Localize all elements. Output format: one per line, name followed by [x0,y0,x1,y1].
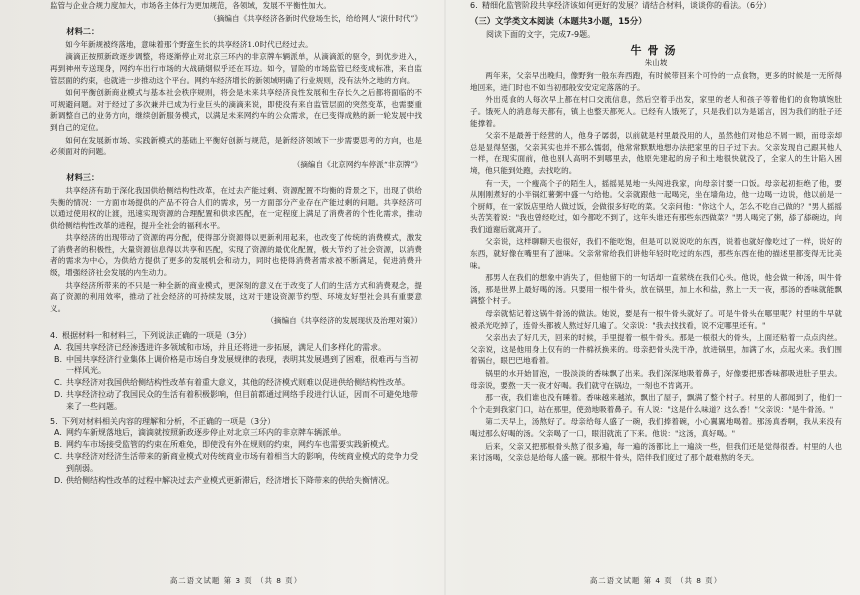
question-stem: 精细化监管阶段共享经济该如何更好的发展？请结合材料，谈谈你的看法。（6分） [482,1,772,10]
option-a[interactable] [50,427,422,439]
option-d[interactable] [50,475,422,487]
question-stem: 下列对材料相关内容的理解和分析，不正确的一项是（3分） [62,416,276,426]
story-paragraph: 外出觅食的人每次早上都在村口交流信息，然后空着手出发，家里的老人和孩子等着他们的食物填饱肚子。饿死人的消息每天都有，镇上也整天都死人。已经有人饿死了，只是我们以为是谣言，因为我们的肚子还能撑着。 [470,95,842,128]
option-c[interactable] [50,377,422,389]
material-heading: 材料二： [66,26,100,37]
source-line: （摘编自《北京网约车停派“非京牌”》 [292,159,422,169]
question-number: 5. [50,416,58,426]
story-paragraph: 那一夜，我们谁也没有睡着。香味越来越浓，飘出了屋子，飘满了整个村子。村里的人都闻到了，他们一个个走到我家门口，站在那里，使劲地吸着鼻子。有人说："这是什么味道？这么香！"父亲说："是牛骨汤。" [470,393,842,414]
story-title: 牛骨汤 [630,43,682,57]
option-letter: C. [54,452,63,461]
story-paragraph: 锅里的水开始冒泡，一股淡淡的香味飘了出来。我们深深地吸着鼻子，好像要把那香味都吸进肚子里去。母亲说，要熬一天一夜才好喝。我们就守在锅边，一刻也不肯离开。 [470,369,842,390]
material-heading: 材料三： [66,172,100,183]
option-text: 共享经济对经济生活带来的新商业模式对传统商业市场有着相当大的影响，传统商业模式的竞争力受到削弱。 [66,452,418,473]
option-a[interactable] [50,342,422,354]
story-paragraph: 有一天，一个瘦高个子的陌生人，摇摇晃晃地一头闯进我家，向母亲讨要一口饭。母亲起初拒绝了他，要从刚刚煮好的小半锅红薯粥中盛一勺给他。父亲就跟他一起喝完，坐在墙角边，他一边喝一边说，他以前是一个厨师，在一家饭店里给人做过饭，会做很多好吃的菜。父亲问他："你这个人，怎么不吃自己做的？"男人摇摇头苦笑着说："我也曾经吃过，如今都吃不到了，这年头谁还有那些东西做菜？"男人喝完了粥，舔了舔碗边，向我们道谢后就离开了。 [470,178,842,234]
question-6 [470,0,842,12]
story-paragraph: 两年来，父亲早出晚归，像野狗一般东奔西跑，有时候带回来个可怜的一点食物，更多的时候是一无所得地回来，进门时也不如当初那般安安定定落落的子。 [470,71,842,92]
paragraph: 如何在发展新市场、实践新模式的基础上平衡好创新与规范，是新经济领域下一步需要思考的方向，也是必须面对的问题。 [50,135,422,157]
option-letter: B. [54,440,63,450]
source-line: （摘编自《共享经济各新时代登场生长，给给网人“滚什时代”》 [209,13,422,23]
option-b[interactable] [50,354,422,378]
question-number: 6. [470,1,478,10]
source-line: （摘编自《共享经济的发展现状及治理对策》） [266,316,422,326]
story-paragraph: 母亲就惦记着这锅牛骨汤的做法。她说，要是有一根牛骨头就好了。可是牛骨头在哪里呢？村里的牛早就被杀光吃掉了，连骨头都被人熬过好几遍了。父亲说："我去找找看，说不定哪里还有。" [470,309,842,330]
page-footer: 高二语文试题 第 4 页 （共 8 页） [589,576,723,586]
option-b[interactable] [50,439,422,451]
right-page [470,0,842,595]
story-paragraph: 父亲出去了好几天，回来的时候，手里提着一根牛骨头。那是一根很大的骨头，上面还粘着一点点肉丝。父亲说，这是他用身上仅有的一件棉袄换来的。母亲把骨头洗干净，放进锅里，加满了水，点起火来。我们围着锅台，眼巴巴地看着。 [470,333,842,366]
option-letter: A. [54,342,62,352]
story-paragraph: 第二天早上，汤熬好了。母亲给每人盛了一碗，我们捧着碗，小心翼翼地喝着。那汤真香啊，我从来没有喝过那么好喝的汤。父亲喝了一口，眼泪就流了下来。他说："这汤，真好喝。" [470,417,842,438]
top-line: 监管与企业合规力度加大，市场各主体行为更加规范，各领域，发展不平衡性加大。 [50,1,331,10]
option-d[interactable] [50,389,422,413]
option-text: 共享经济对我国供给侧结构性改革有着重大意义，其他的经济模式则难以促进供给侧结构性改革。 [66,378,410,388]
paragraph: 滴滴正按照新政逐步调整，将逐渐停止对北京三环内的非京牌车辆派单，从滴滴派的驱令，到优步进入，再到神州专送现身，网约车出行市场的大战硝烟似乎还在耳边。如今，冒险的市场监管已经变成标准，来自监管层面的约束，也就进一步推动这个平台。网约车经济增长的新领域明确了行业规则，没有法外之地的方向。 [50,52,422,85]
option-letter: D. [54,475,63,485]
paragraph: 如今年新规被终落地，意味着那个野蛮生长的共享经济1.0时代已经过去。 [65,39,313,49]
paragraph: 共享经济的出现带动了资源的再分配，使得部分资源得以更新利用起来，也改变了传统的消费模式，激发了消费者的积极性，大量资源信息得以共享和匹配，实现了资源的最优化配置，极大节约了社会资源，以消费者的需求为中心，为供给方提供了更多的发展机会和动力，同时也使得消费者需求被不断满足，促进消费升级，增强经济社会发展的内生动力。 [50,233,422,278]
question-4 [50,330,422,342]
option-letter: B. [54,354,63,364]
option-c[interactable] [50,451,422,475]
story-paragraph: 后来，父亲又把那根骨头熬了很多遍，每一遍的汤都比上一遍淡一些，但我们还是觉得很香。村里的人也来讨汤喝，父亲总是给每人盛一碗。那根牛骨头，陪伴我们度过了那个最难熬的冬天。 [470,441,842,463]
story-paragraph: 那男人在我们的想象中消失了，但他留下的一句话却一直萦绕在我们心头。他说，他会做一种汤，叫牛骨汤，那是世界上最好喝的汤。只要用一根牛骨头，放在锅里，加上水和盐，熬上一天一夜，那汤的香味就能飘满整个村子。 [470,273,842,306]
page-footer: 高二语文试题 第 3 页 （共 8 页） [169,576,303,586]
option-text: 供给侧结构性改革的过程中解决过去产业模式更新滞后，经济增长下降带来的供给失衡情况。 [66,475,394,485]
option-text: 中国共享经济行业集体上调价格是市场自身发展规律的表现，表明其发展遇到了困难，很难再与当初一样风光。 [66,354,418,376]
question-stem: 根据材料一和材料三，下列说法正确的一项是（3分） [62,331,252,341]
question-number: 4. [50,331,58,341]
option-text: 我国共享经济已经渗透进许多领域和市场，并且还将进一步拓展，满足人们多样化的需求。 [66,342,386,352]
story-author: 朱山坡 [644,57,668,67]
question-5 [50,416,422,428]
option-letter: D. [54,390,63,400]
story-paragraph: 父亲说，这样聊聊天也很好，我们不能吃饱，但是可以说说吃的东西，说着也就好像吃过了一样，说好的东西，就好像在嘴里有了滋味。父亲常常给我们讲他年轻时吃过的东西，那些东西在他的描述里都变得无比美味。 [470,237,842,270]
left-page [50,0,422,595]
paragraph: 如何平衡创新商业模式与基本社会秩序规则，将会是未来共享经济良性发展和生存长久之后都将面临的不可规避问题。对于经过了多次兼并已成为行业巨头的滴滴来说，即使没有来自监管层面的突然变革，也需要重新调整自己的业务方向，继续创新服务模式，以满足未来网约车的公众需求，在已变得成熟的新一轮发展中找到自己的定位。 [50,88,422,132]
option-letter: A. [54,428,62,438]
option-text: 共享经济拉动了我国民众的生活有着积极影响，但目前都通过网络手段进行认证，因而不可避免地带来了一些问题。 [66,390,418,411]
option-letter: C. [54,378,63,388]
option-text: 网约车市场接受监管的约束在所难免，即使没有外在规则的约束，网约车也需要实践新模式。 [66,440,394,450]
paragraph: 共享经济有助于深化我国供给侧结构性改革，在过去产能过剩、资源配置不均衡的背景之下，出现了供给失衡的情况：一方面市场提供的产品不符合人们的需求，另一方面部分产业存在产能过剩的问题。共享经济可以通过使用权的让渡，迅速实现资源的合理配置和供求匹配，在一定程度上满足了消费者的个性化需求，推动供给侧结构性改革的进程，提升全社会的福利水平。 [50,185,422,230]
page-fold-divider [444,0,446,595]
option-text: 网约车新规落地后，滴滴就按照新政逐步停止对北京三环内的非京牌车辆派单。 [66,428,346,438]
section-heading: （三）文学类文本阅读（本题共3小题，15分） [470,15,647,26]
paragraph: 共享经济所带来的不只是一种全新的商业模式，更深刻的意义在于改变了人们的生活方式和消费观念，提高了资源的利用效率，推动了社会经济的可持续发展，这对于建设资源节约型、环境友好型社会具有重要意义。 [50,280,422,313]
story-paragraph: 父亲不是最善于经营的人，他身子孱弱，以前就是村里最没用的人，虽然他们对他总不屑一顾，而母亲却总是显得坚强，父亲其实也并不那么懦弱，他常常默默地想办法把家里的日子过下去。父亲发现自己跟其他人一样，在现实面前，他也别人高明不到哪里去，他原先建起的房子和土地很快就没了，全家人的生计陷入困境，他只能到处跑，去找吃的。 [470,131,842,175]
reading-instruction: 阅读下面的文字，完成7-9题。 [486,30,596,40]
